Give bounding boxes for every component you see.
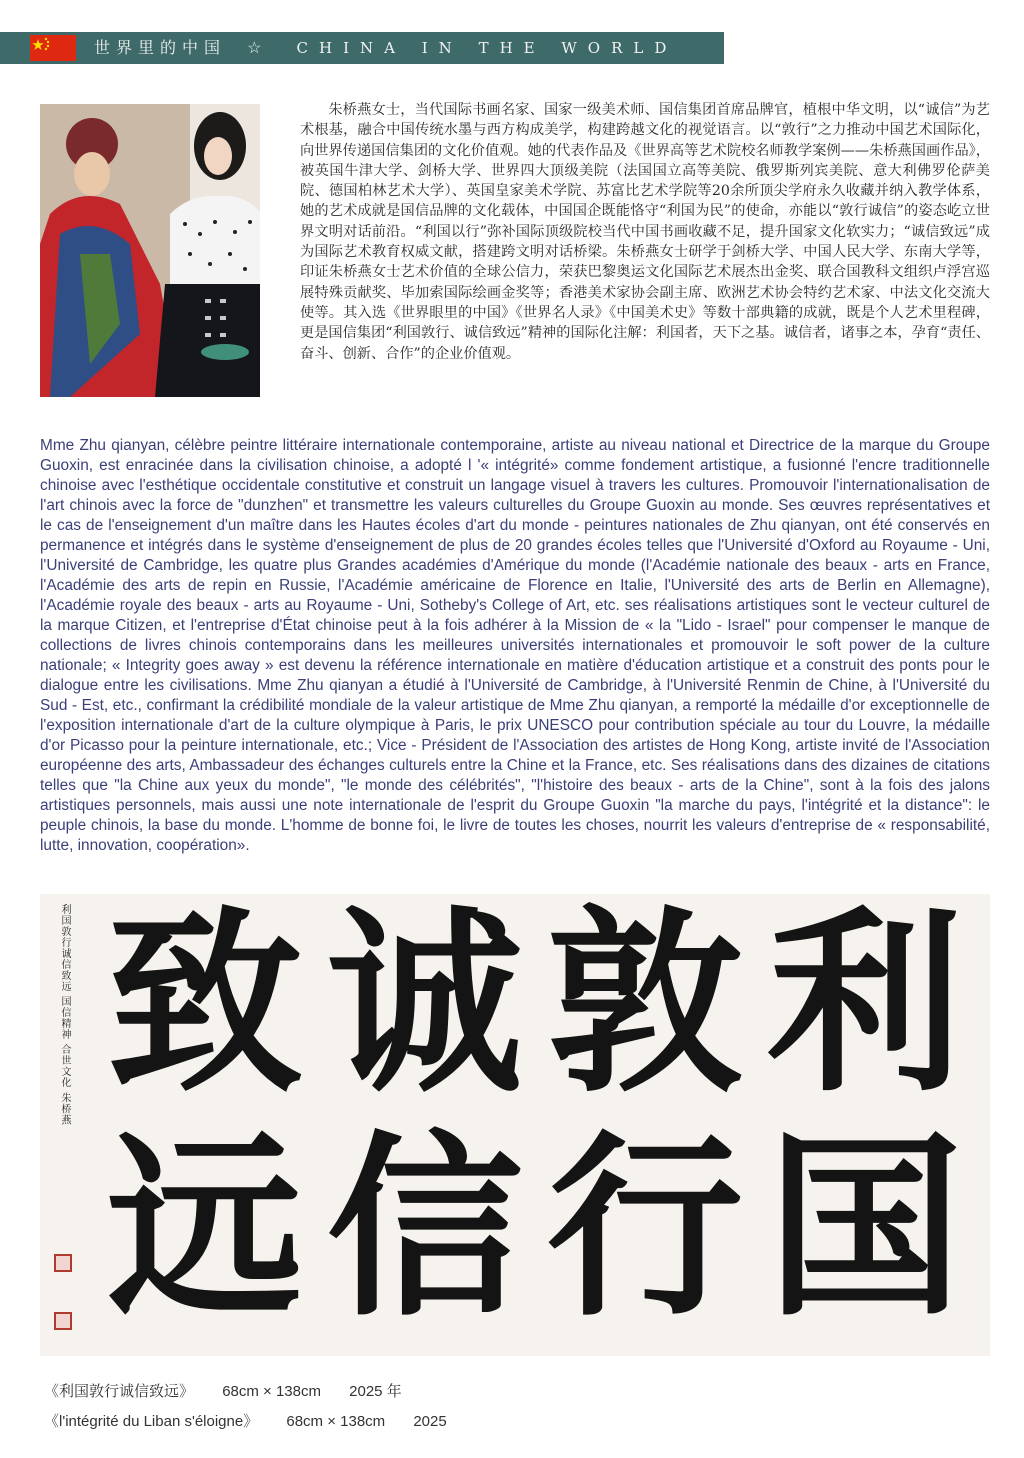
star-icon: ☆: [247, 38, 268, 57]
calligraphy-char-1: 利: [766, 894, 963, 1119]
caption-title: 《l'intégrité du Liban s'éloigne》: [44, 1413, 259, 1430]
calligraphy-char-6: 行: [546, 1113, 743, 1343]
header-bar: [0, 32, 724, 64]
calligraphy-char-3: 诚: [326, 894, 523, 1119]
caption-year: 2025: [413, 1413, 447, 1430]
caption-fr: [44, 1410, 471, 1431]
calligraphy-char-2: 敦: [546, 894, 743, 1119]
calligraphy-artwork: [40, 894, 990, 1356]
calligraphy-inscription: 利国敦行诚信致远 国信精神 合世文化 朱桥燕: [59, 904, 70, 1126]
section-title-en: CHINA IN THE WORLD: [296, 39, 678, 57]
calligraphy-char-4: 致: [106, 894, 303, 1119]
caption-year: 2025 年: [349, 1383, 402, 1400]
calligraphy-char-5: 国: [766, 1113, 963, 1343]
caption-cn: [44, 1380, 426, 1401]
artist-portrait: [40, 104, 260, 397]
caption-size: 68cm × 138cm: [222, 1383, 321, 1400]
seal-stamp-icon: [54, 1254, 72, 1272]
section-title: [94, 32, 677, 64]
seal-stamp-icon: [54, 1312, 72, 1330]
caption-title: 《利国敦行诚信致远》: [44, 1383, 195, 1400]
portrait-photo-icon: [40, 104, 260, 397]
calligraphy-char-8: 远: [106, 1113, 303, 1343]
calligraphy-char-7: 信: [326, 1113, 523, 1343]
section-title-cn: 世界里的中国: [94, 38, 227, 57]
french-bio-paragraph: Mme Zhu qianyan, célèbre peintre littéraire internationale contemporaine, artiste au niveau national et Directrice de la marque du Groupe Guoxin, est enracinée dans la civilisation chinoise, a adopté l '« intégrité» comme fondement artistique, a fusionné l'encre traditionnelle chinoise avec l'esthétique occidentale constitutive et construit un langage visuel à travers les cultures. Promouvoir l'internationalisation de l'art chinois avec la force de "dunzhen" et transmettre les valeurs culturelles du Groupe Guoxin au monde. Ses œuvres représentatives et le cas de l'enseignement d'un maître dans les Hautes écoles d'art du monde - peintures nationales de Zhu qianyan, ont été conservés en permanence et intégrés dans le système d'enseignement de plus de 20 grandes écoles telles que l'Université d'Oxford au Royaume - Uni, l'Université de Cambridge, les quatre plus Grandes académies d'Amérique du monde (l'Académie nationale des beaux - arts en France, l'Académie des arts de repin en Russie, l'Académie américaine de Florence en Italie, l'Université des arts de Berlin en Allemagne), l'Académie royale des beaux - arts au Royaume - Uni, Sotheby's College of Art, etc. ses réalisations artistiques sont le vecteur culturel de la marque Citizen, et l'entreprise d'État chinoise peut à la fois adhérer à la Mission de « la "Lido - Israel" pour compenser le manque de collections de livres chinois contemporains dans les meilleures universités internationales et promouvoir le soft power de la culture nationale; « Integrity goes away » est devenu la référence internationale en matière d'éducation artistique et a construit des ponts pour le dialogue entre les civilisations. Mme Zhu qianyan a étudié à l'Université de Cambridge, à l'Université Renmin de Chine, à l'Université du Sud - Est, etc., confirmant la crédibilité mondiale de la valeur artistique de Mme Zhu qianyan, a remporté la médaille d'or exceptionnelle de l'exposition internationale d'art de la culture olympique à Paris, le prix UNESCO pour contribution spéciale au tour du Louvre, la médaille d'or Picasso pour la peinture internationale, etc.; Vice - Président de l'Association des artistes de Hong Kong, artiste invité de l'Association européenne des arts, Ambassadeur des échanges culturels entre la Chine et la France, etc. Ses réalisations dans des dizaines de citations telles que "la Chine aux yeux du monde", "le monde des célébrités", "l'histoire des beaux - arts de la Chine", sont à la fois des jalons artistiques personnels, mais aussi une note internationale de l'esprit du Groupe Guoxin "la marche du pays, l'intégrité et la distance": le peuple chinois, la base du monde. L'homme de bonne foi, le livre de toutes les choses, nourrit les valeurs d'entreprise de « responsabilité, lutte, innovation, coopération».: [40, 437, 990, 854]
caption-size: 68cm × 138cm: [286, 1413, 386, 1430]
chinese-bio-paragraph: 朱桥燕女士，当代国际书画名家、国家一级美术师、国信集团首席品牌官，植根中华文明，以“诚信”为艺术根基，融合中国传统水墨与西方构成美学，构建跨越文化的视觉语言。以“敦行”之力推动中国艺术国际化，向世界传递国信集团的文化价值观。她的代表作品及《世界高等艺术院校名师教学案例——朱桥燕国画作品》，被英国牛津大学、剑桥大学、世界四大顶级美院（法国国立高等美院、俄罗斯列宾美院、意大利佛罗伦萨美院、德国柏林艺术大学）、英国皇家美术学院、苏富比艺术学院等20余所顶尖学府永久收藏并纳入教学体系，她的艺术成就是国信品牌的文化载体，中国国企既能恪守“利国为民”的使命，亦能以“敦行诚信”的姿态屹立世界文明对话前沿。“利国以行”弥补国际顶级院校当代中国书画收藏不足，提升国家文化软实力；“诚信致远”成为国际艺术教育权威文献，搭建跨文明对话桥梁。朱桥燕女士研学于剑桥大学、中国人民大学、东南大学等，印证朱桥燕女士艺术价值的全球公信力，荣获巴黎奥运文化国际艺术展杰出金奖、联合国教科文组织卢浮宫巡展特殊贡献奖、毕加索国际绘画金奖等；香港美术家协会副主席、欧洲艺术协会特约艺术家、中法文化交流大使等。其入选《世界眼里的中国》《世界名人录》《中国美术史》等数十部典籍的成就，既是个人艺术里程碑，更是国信集团“利国敦行、诚信致远”精神的国际化注解：利国者，天下之基。诚信者，诸事之本，孕育“责任、奋斗、创新、合作”的企业价值观。: [300, 102, 990, 362]
china-flag-icon: [30, 35, 76, 61]
